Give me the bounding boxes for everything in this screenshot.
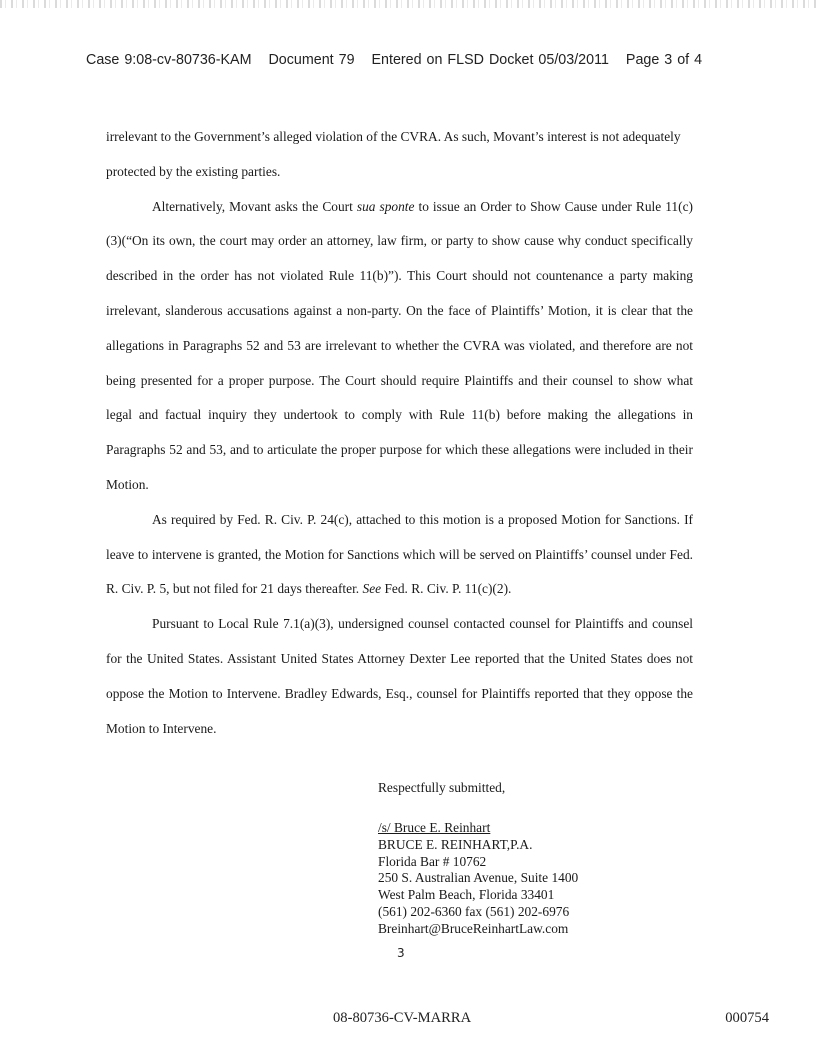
footer-case-number: 08-80736-CV-MARRA [333,1010,472,1026]
bar-number: Florida Bar # 10762 [378,853,487,869]
paragraph-continuation: irrelevant to the Government’s alleged violation of the CVRA. As such, Movant’s interest is not adequately protected by the existing parties. [106,129,681,179]
page-number: 3 [397,946,405,960]
paragraph-order-to-show-cause: Alternatively, Movant asks the Court sua sponte to issue an Order to Show Cause under Rule 11(c)(3)(“On its own, the court may order an attorney, law firm, or party to show cause why conduct specifically described in the order has not violated Rule 11(b)”). This Court should not countenance a party making irrelevant, slanderous accusations against a non-party. On the face of Plaintiffs’ Motion, it is clear that the allegations in Paragraphs 52 and 53 are irrelevant to whether the CVRA was violated, and therefore are not being presented for a proper purpose. The Court should require Plaintiffs and their counsel to show what legal and factual inquiry they undertook to comply with Rule 11(b) before making the allegations in Paragraphs 52 and 53, and to articulate the proper purpose for which these allegations were included in their Motion. [106,198,693,492]
electronic-signature: /s/ Bruce E. Reinhart [378,820,491,835]
document-number: Document 79 [268,52,355,68]
docket-entry: Entered on FLSD Docket 05/03/2011 [371,52,609,68]
document-body [106,120,693,746]
page-indicator: Page 3 of 4 [625,52,703,68]
closing-line: Respectfully submitted, [378,780,506,795]
phone-fax: (561) 202-6360 fax (561) 202-6976 [378,903,570,919]
address-line-1: 250 S. Australian Avenue, Suite 1400 [378,870,579,886]
paragraph-sanctions: As required by Fed. R. Civ. P. 24(c), attached to this motion is a proposed Motion for Sanctions. If leave to intervene is granted, the Motion for Sanctions which will be served on Plaintiffs’ counsel under Fed. R. Civ. P. 5, but not filed for 21 days thereafter. See Fed. R. Civ. P. 11(c)(2). [106,511,693,597]
signature-block [378,780,578,938]
email-address: Breinhart@BruceReinhartLaw.com [378,920,569,936]
firm-name: BRUCE E. REINHART,P.A. [378,836,533,852]
scan-artifact-top [0,0,816,8]
case-number: Case 9:08-cv-80736-KAM [86,52,252,68]
bates-number: 000754 [725,1010,769,1026]
address-line-2: West Palm Beach, Florida 33401 [378,887,555,903]
paragraph-conferral: Pursuant to Local Rule 7.1(a)(3), undersigned counsel contacted counsel for Plaintiffs and counsel for the United States. Assistant United States Attorney Dexter Lee reported that the United States does not oppose the Motion to Intervene. Bradley Edwards, Esq., counsel for Plaintiffs reported that they oppose the Motion to Intervene. [106,616,693,736]
docket-header [86,52,702,68]
